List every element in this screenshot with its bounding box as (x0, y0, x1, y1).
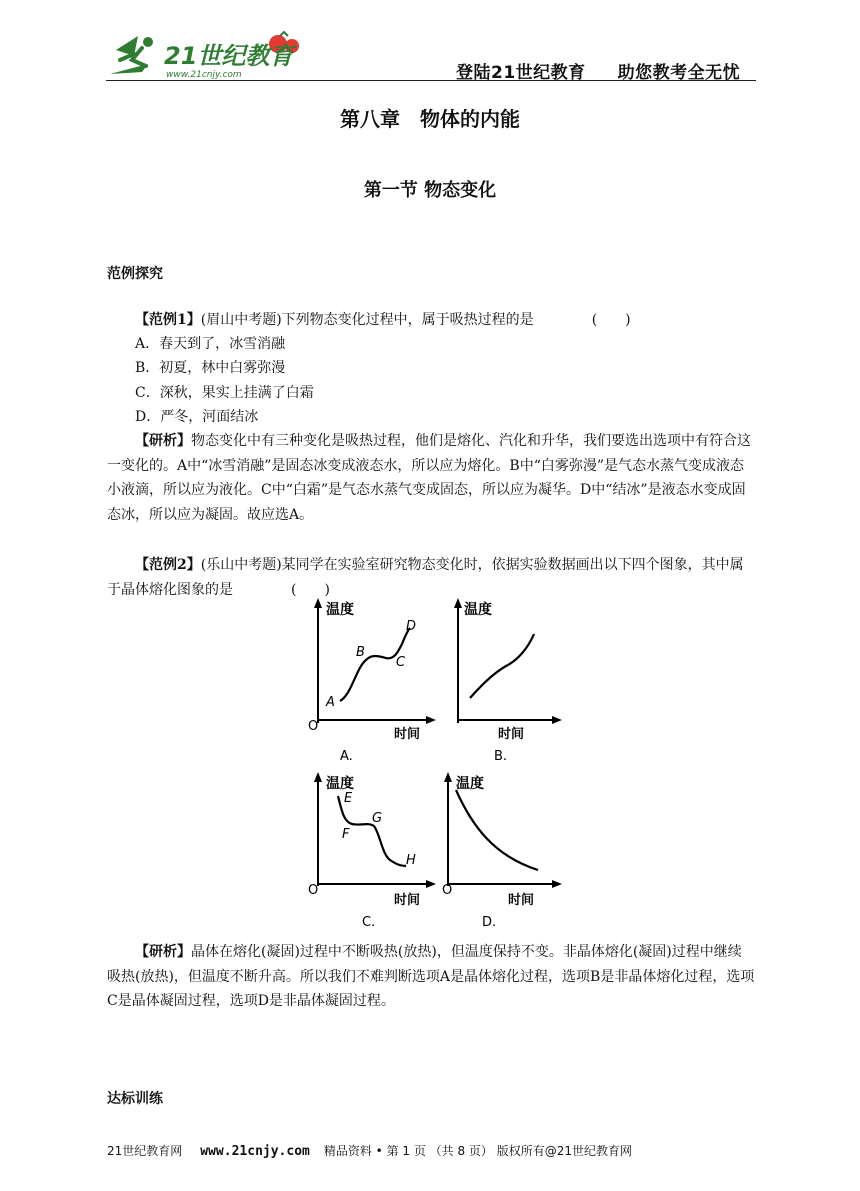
graph-d-xlabel: 时间 (508, 893, 535, 908)
graph-c (300, 766, 440, 936)
graph-c-point-g: G (372, 811, 383, 826)
example1-question (107, 308, 755, 333)
site-logo[interactable] (108, 30, 308, 82)
example2-text: (乐山中考题)某同学在实验室研究物态变化时，依据实验数据画出以下四个图象，其中属于晶体熔化图象的是 (107, 557, 744, 598)
graph-c-origin: O (308, 883, 319, 898)
slogan-tagline: 助您教考全无忧 (617, 63, 741, 83)
graph-a-point-c: C (396, 655, 406, 670)
example1-option-a: A．春天到了，冰雪消融 (135, 336, 286, 352)
example2-question (107, 553, 755, 602)
heading-practice: 达标训练 (107, 1091, 163, 1107)
example2-analysis-text: 晶体在熔化(凝固)过程中不断吸热(放热)，但温度保持不变。非晶体熔化(凝固)过程中继续吸热(放热)，但温度不断升高。所以我们不难判断选项A是晶体熔化过程，选项B是非晶体熔化过程，选项C是晶体凝固过程，选项D是非晶体凝固过程。 (107, 944, 755, 1009)
example1-text: (眉山中考题)下列物态变化过程中，属于吸热过程的是 (200, 312, 534, 328)
logo-url: www.21cnjy.com (166, 70, 242, 80)
graph-d-caption: D. (482, 915, 497, 930)
graph-c-point-e: E (344, 791, 353, 806)
example1-analysis-tag: 【研析】 (135, 433, 191, 449)
graph-a-ylabel: 温度 (326, 602, 354, 618)
footer-info: 精品资料 • 第 1 页 （共 8 页） 版权所有@21世纪教育网 (323, 1144, 632, 1158)
graph-a-point-b: B (356, 645, 365, 660)
example2-blank: ( ) (291, 581, 330, 598)
graph-c-point-f: F (342, 827, 350, 842)
footer-url[interactable]: www.21cnjy.com (200, 1144, 310, 1159)
section-title: 第一节 物态变化 (363, 180, 497, 201)
graph-b-ylabel: 温度 (464, 602, 492, 618)
graph-d (438, 766, 578, 936)
graph-a-origin: O (308, 719, 319, 734)
chapter-title: 第八章 物体的内能 (340, 107, 520, 131)
graph-b-xlabel: 时间 (498, 727, 525, 742)
slogan-login[interactable]: 登陆21世纪教育 (456, 63, 586, 83)
graph-b (438, 598, 578, 768)
graph-d-origin: O (442, 883, 453, 898)
example1-tag: 【范例1】 (135, 312, 201, 328)
logo-text: 21世纪教育 (164, 42, 294, 70)
example1-analysis (107, 429, 755, 527)
example2-analysis (107, 940, 755, 1014)
example1-option-b: B．初夏，林中白雾弥漫 (135, 360, 286, 376)
graph-d-ylabel: 温度 (456, 776, 484, 792)
example1-option-d: D．严冬，河面结冰 (135, 409, 259, 425)
graph-a (300, 598, 440, 768)
heading-explore: 范例探究 (107, 266, 163, 282)
graph-c-ylabel: 温度 (326, 776, 354, 792)
example1-option-c: C．深秋，果实上挂满了白霜 (135, 385, 314, 401)
graph-a-xlabel: 时间 (394, 727, 421, 742)
graph-a-point-d: D (406, 619, 417, 634)
graph-c-point-h: H (406, 853, 416, 868)
graph-a-point-a: A (326, 695, 335, 710)
logo-graphic (108, 30, 308, 82)
graph-b-caption: B. (494, 749, 508, 764)
example1-analysis-text: 物态变化中有三种变化是吸热过程，他们是熔化、汽化和升华，我们要选出选项中有符合这一变化的。A中“冰雪消融”是固态冰变成液态水，所以应为熔化。B中“白雾弥漫”是气态水蒸气变成液态小液滴，所以应为液化。C中“白霜”是气态水蒸气变成固态，所以应为凝华。D中“结冰”是液态水变成固态冰，所以应为凝固。故应选A。 (107, 433, 751, 523)
graph-c-caption: C. (362, 915, 376, 930)
header-divider (106, 80, 756, 81)
example2-tag: 【范例2】 (135, 557, 201, 573)
page-footer (107, 1142, 757, 1159)
example2-analysis-tag: 【研析】 (135, 944, 191, 960)
graph-c-xlabel: 时间 (394, 893, 421, 908)
example1-blank: ( ) (591, 312, 631, 328)
footer-site: 21世纪教育网 (107, 1144, 183, 1158)
graph-a-caption: A. (340, 749, 353, 764)
